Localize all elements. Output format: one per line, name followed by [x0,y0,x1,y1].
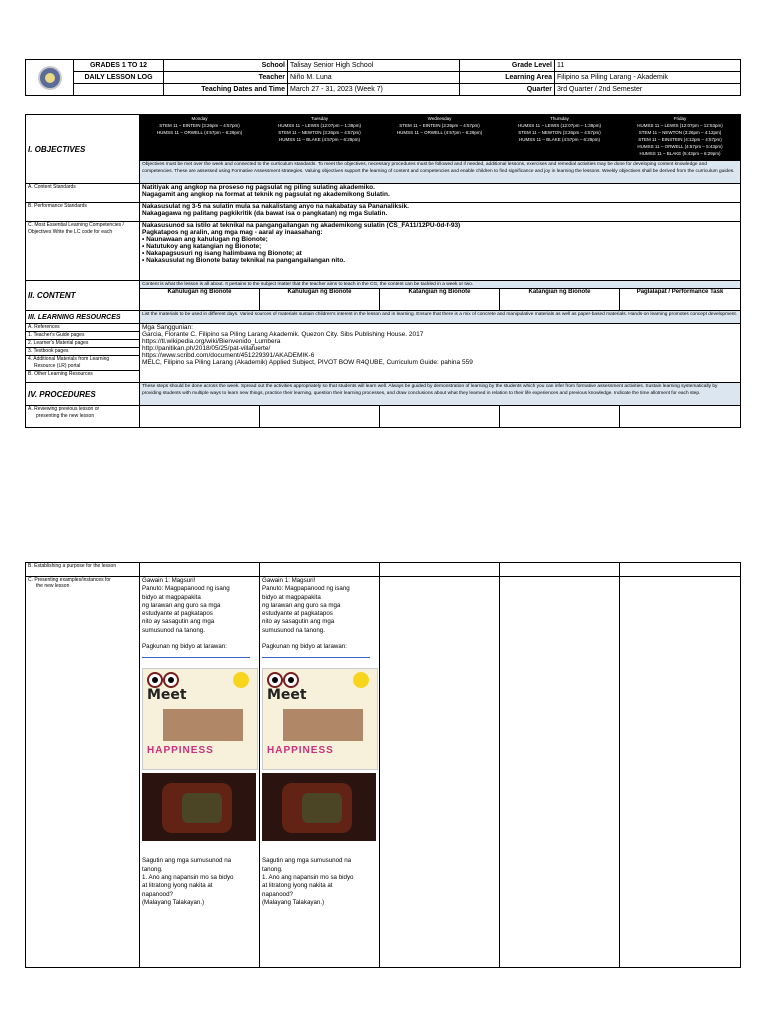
procedures-note: These steps should be done across the week. Spread out the activities appropriately so that students will learn well. Always be guided by demonstration of learning by the students which you can infer from formative assessment activities. Sustain learning systematically by providing students with multiple ways to learn new things, practice their learning, question their learning processes, and draw conclusions about what they learned in relation to their life experiences and previous knowledge. Indicate the time allotment for each step. [140,383,741,406]
reviewing-thursday [500,406,620,428]
procedures-table [25,562,741,968]
lesson-log-table [25,114,741,428]
dates-label: Teaching Dates and Time [164,84,288,96]
reviewing-monday [140,406,260,428]
reviewing-wednesday [380,406,500,428]
day-friday: Friday HUMSS 11 – LEWIS (12:07pm – 12:53pm) STEM 11 – NEWTON (3:26pm – 4:12pm) STEM 11 – EINSTEIN (4:12pm – 4:57pm) HUMSS 11 – ORWELL (4:57pm – 5:43pm) HUMSS 11 – BLAKE (5:43pm – 6:29pm) [620,115,741,161]
reviewing-tuesday [260,406,380,428]
resources-title: III. LEARNING RESOURCES [26,311,140,324]
day-wednesday: Wednesday STEM 11 – EINTEIN (3:26pm – 4:57pm) HUMSS 11 – ORWELL (4:57pm – 6:29pm) [380,115,500,161]
activity-tuesday: Gawain 1: Magsuri! Panuto: Magpapanood ng isang bidyo at magpapakita ng larawan ang guro sa mga estudyante at pagkatapos nito ay sasagutin ang mga sumusunod na tanong. Pagkunan ng bidyo at larawan: Meet HAPPINESS Sagutin ang mga sumusunod na tanong. 1. Ano ang napansin mo sa bidyo at litratong iyong nakita at napanood? (Malayang Talakayan.) [260,577,380,968]
resources-value: Mga Sanggunian: Garcia, Florante C. Filipino sa Piling Larang Akademik. Quezon City. Sibs Publishing House. 2017 https://tl.wikipedia.org/wiki/Bienvenido_Lumbera http://panitikan.ph/2018/05/25/pat-villafuerte/ https://www.scribd.com/document/451229391/AKADEMIK-6 MELC, Filipino sa Piling Larang (Akademik) Applied Subject, PIVOT BOW R4QUBE, Curriculum Guide: pahina 559 [140,324,741,383]
teacher-label: Teacher [164,72,288,84]
competencies-label: C. Most Essential Learning Competencies / Objectives Write the LC code for each [26,222,140,281]
reviewing-label: A. Reviewing previous lesson or presenting the new lesson [26,406,140,428]
link-scribd[interactable]: https://www.scribd.com/document/451229391/AKADEMIK-6 [142,352,315,359]
reviewing-friday [620,406,741,428]
performance-standards-value: Nakasusulat ng 3-5 na sulatin mula sa nakalistang anyo na nakabatay sa Pananaliksik. Nakagagawa ng palitang pagkikritik (da bawat isa o pangkatan) ng mga Sulatin. [140,203,741,222]
grades-label: GRADES 1 TO 12 [74,60,164,72]
content-thursday: Katangian ng Bionote [500,289,620,311]
video-image [262,773,376,841]
purpose-label: B. Establishing a purpose for the lesson [26,563,140,577]
grade-label: Grade Level [460,60,555,72]
activity-monday: Gawain 1: Magsuri! Panuto: Magpapanood ng isang bidyo at magpapakita ng larawan ang guro sa mga estudyante at pagkatapos nito ay sasagutin ang mga sumusunod na tanong. Pagkunan ng bidyo at larawan: Meet HAPPINESS Sagutin ang mga sumusunod na tanong. 1. Ano ang napansin mo sa bidyo at litratong iyong nakita at napanood? (Malayang Talakayan.) [140,577,260,968]
procedures-title: IV. PROCEDURES [26,383,140,406]
content-note: Content is what the lesson is all about. It pertains to the subject matter that the teacher aims to teach in the CG, the content can be tackled in a week or two. [140,281,741,289]
blank-cell [74,84,164,96]
deped-seal-icon [38,66,62,90]
deped-logo-cell [26,60,74,96]
video-link[interactable] [142,657,250,658]
video-link[interactable] [262,657,370,658]
smiley-icon [353,672,369,688]
learning-area-value: Filipino sa Piling Larang - Akademik [555,72,741,84]
competencies-value: Nakasusunod sa istilo at teknikal na pangangailangan ng akademikong sulatin (CS_FA11/12PU-0d-f-93) Pagkatapos ng aralin, ang mga mag - aaral ay inaasahang: • Naunawaan ang kahulugan ng Bionote; • Natutukoy ang katangian ng Bionote; • Nakapagsusuri ng isang halimbawa ng Bionote; at • Nakasusulat ng Bionote batay teknikal na pangangailangan nito. [140,222,741,281]
day-monday: Monday STEM 11 – EINTEIN (3:26pm – 4:57pm) HUMSS 11 – ORWELL (4:57pm – 6:29pm) [140,115,260,161]
resources-labels: A. References 1. Teacher's Guide pages 2. Learner's Material pages 3. Textbook pages 4. Additional Materials from Learning Resource (LR) portal B. Other Learning Resources [26,324,140,383]
references-label: A. References [26,324,139,332]
activity-wednesday [380,577,500,968]
content-standards-value: Natitiyak ang angkop na proseso ng pagsulat ng piling sulating akademiko. Nagagamit ang angkop na format at teknik ng pagsulat ng akademikong Sulatin. [140,184,741,203]
purpose-thursday [500,563,620,577]
grade-value: 11 [555,60,741,72]
quarter-label: Quarter [460,84,555,96]
dates-value: March 27 - 31, 2023 (Week 7) [288,84,460,96]
learners-material-label: 2. Learner's Material pages [26,340,139,348]
content-friday: Paglalapat / Performance Task [620,289,741,311]
video-thumbnail: Meet HAPPINESS [142,668,258,770]
other-resources-label: B. Other Learning Resources [28,371,93,377]
content-title: II. CONTENT [26,281,140,311]
activity-friday [620,577,741,968]
content-wednesday: Katangian ng Bionote [380,289,500,311]
learning-area-label: Learning Area [460,72,555,84]
purpose-tuesday [260,563,380,577]
teachers-guide-label: 1. Teacher's Guide pages [26,332,139,340]
header-table [25,59,741,96]
teacher-value: Niño M. Luna [288,72,460,84]
content-standards-label: A. Content Standards [26,184,140,203]
objectives-note: Objectives must be met over the week and connected to the curriculum standards. To meet the objectives, necessary procedures must be followed and if needed, additional lessons, exercises and remedial activities may be done for developing content knowledge and competencies. These are assessed using Formative Assessment strategies. Valuing objectives support the learning of content and competencies and enable children to find significance and joy in learning the lessons. Weekly objectives shall be derived from the curriculum guides. [140,161,741,184]
day-thursday: Thursday HUMSS 11 – LEWIS (12:07pm – 1:39pm) STEM 11 – NEWTON (3:26pm – 4:57pm) HUMSS 11 – BLAKE (4:57pm – 6:29pm) [500,115,620,161]
video-thumbnail: Meet HAPPINESS [262,668,378,770]
purpose-monday [140,563,260,577]
textbook-label: 3. Textbook pages [26,348,139,356]
smiley-icon [233,672,249,688]
purpose-friday [620,563,741,577]
day-tuesday: Tuesday HUMSS 11 – LEWIS (12:07pm – 1:39pm) STEM 11 – NEWTON (3:26pm – 4:57pm) HUMSS 11 – BLAKE (4:57pm – 6:29pm) [260,115,380,161]
school-value: Talisay Senior High School [288,60,460,72]
additional-materials-label: 4. Additional Materials from Learning [28,356,110,362]
quarter-value: 3rd Quarter / 2nd Semester [555,84,741,96]
objectives-title: I. OBJECTIVES [26,115,140,184]
purpose-wednesday [380,563,500,577]
video-image [142,773,256,841]
content-monday: Kahulugan ng Bionote [140,289,260,311]
performance-standards-label: B. Performance Standards [26,203,140,222]
link-wikipedia[interactable]: https://tl.wikipedia.org/wiki/Bienvenido_Lumbera [142,338,281,345]
resources-note: List the materials to be used in different days. Varied sources of materials sustain children's interest in the lesson and in learning. Ensure that there is a mix of concrete and manipulative materials as well as paper-based materials. Hands-on learning promotes concept development. [140,311,741,324]
presenting-label: C. Presenting examples/instances for the new lesson [26,577,140,968]
activity-thursday [500,577,620,968]
daily-lesson-log-label: DAILY LESSON LOG [74,72,164,84]
school-label: School [164,60,288,72]
content-tuesday: Kahulugan ng Bionote [260,289,380,311]
link-panitikan[interactable]: http://panitikan.ph/2018/05/25/pat-villafuerte/ [142,345,271,352]
